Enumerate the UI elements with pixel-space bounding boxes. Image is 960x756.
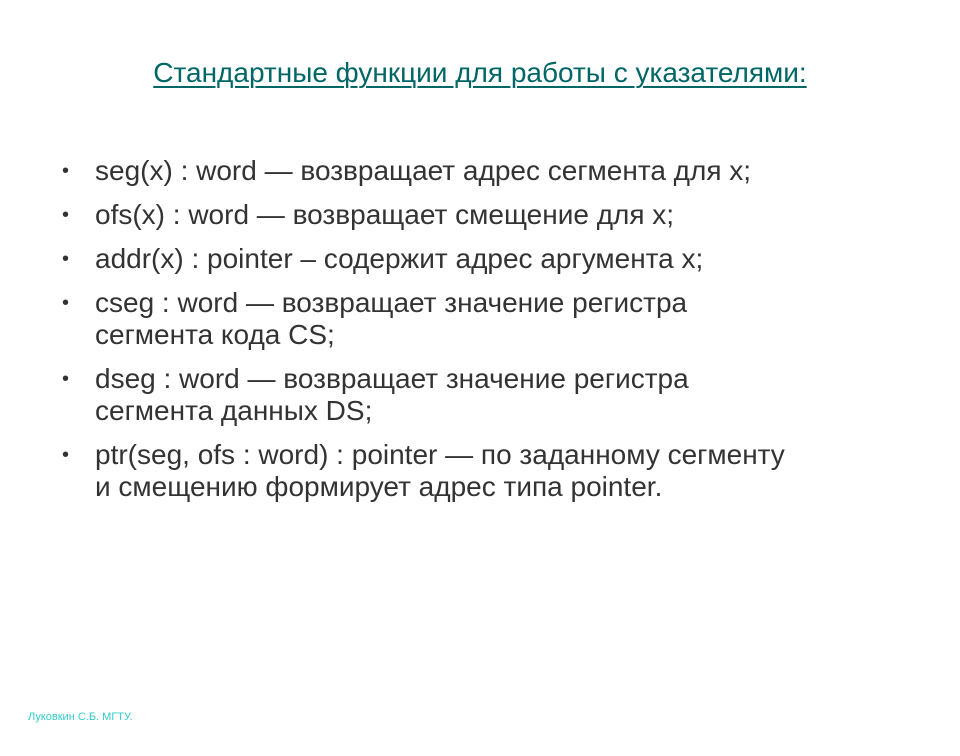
bullet-item-cseg (62, 287, 902, 351)
bullet-icon: • (62, 444, 70, 466)
bullet-text-line: ofs(x) : word — возвращает смещение для x; (95, 199, 675, 230)
bullet-item-dseg (62, 363, 902, 427)
bullet-item-ptr (62, 439, 902, 503)
bullet-icon: • (62, 368, 70, 390)
bullet-text-line: и смещению формирует адрес типа pointer. (95, 471, 663, 502)
bullet-icon: • (62, 248, 70, 270)
bullet-text-line: cseg : word — возвращает значение регистра (95, 287, 688, 318)
bullet-item-seg (62, 155, 902, 187)
bullet-item-addr (62, 243, 902, 275)
bullet-icon: • (62, 292, 70, 314)
bullet-item-ofs (62, 199, 902, 231)
bullet-text-line: сегмента кода CS; (95, 319, 335, 350)
bullet-icon: • (62, 160, 70, 182)
bullet-text-line: сегмента данных DS; (95, 395, 373, 426)
bullet-list (62, 155, 902, 515)
bullet-icon: • (62, 204, 70, 226)
bullet-text-line: ptr(seg, ofs : word) : pointer — по заданному сегменту (95, 439, 785, 470)
bullet-text-line: seg(x) : word — возвращает адрес сегмента для x; (95, 155, 752, 186)
bullet-text-line: dseg : word — возвращает значение регистра (95, 363, 689, 394)
footer-author: Луковкин С.Б. МГТУ. (28, 711, 133, 723)
bullet-text-line: addr(x) : pointer – содержит адрес аргумента x; (95, 243, 704, 274)
slide-title: Стандартные функции для работы с указателями: (153, 57, 807, 88)
